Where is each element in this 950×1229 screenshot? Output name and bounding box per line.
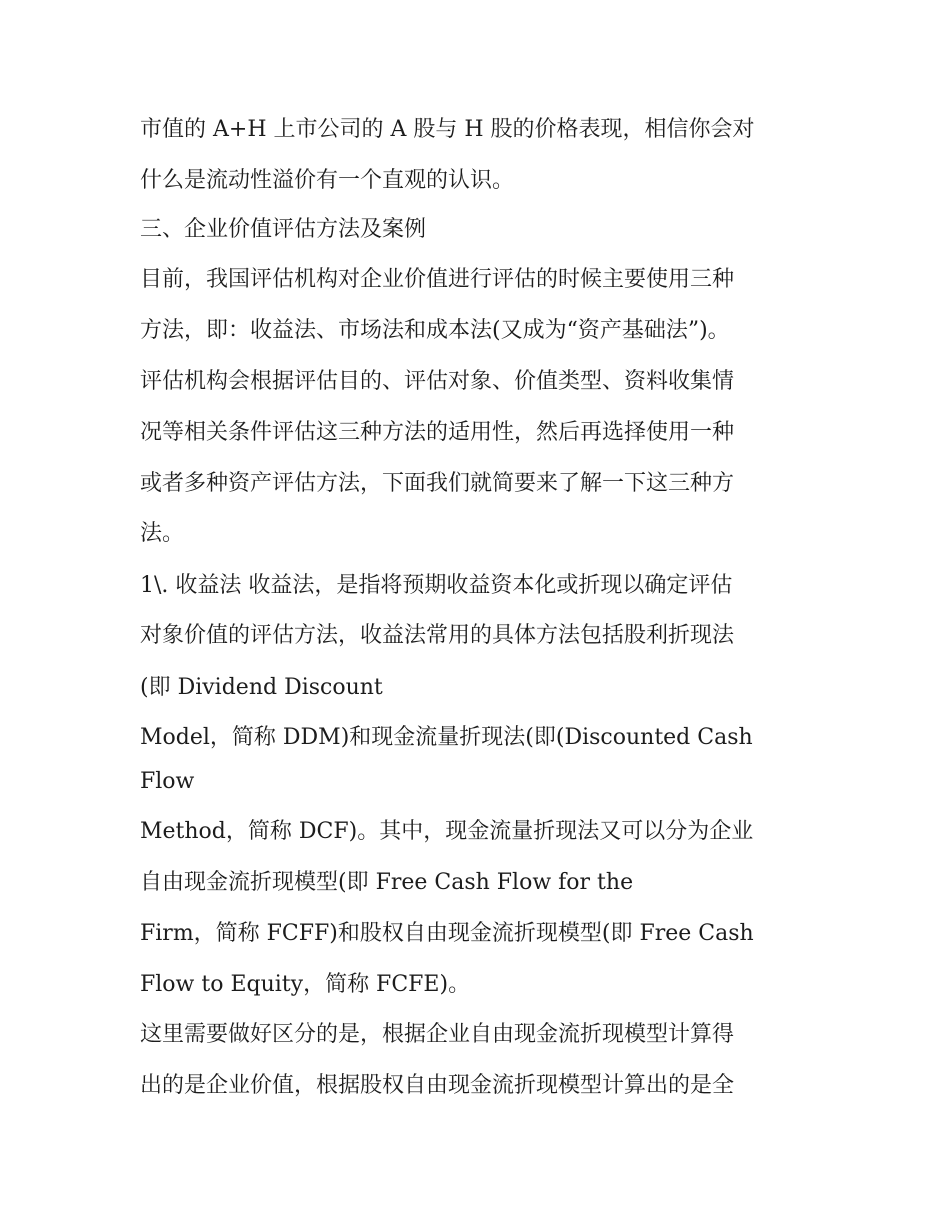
paragraph-line: 况等相关条件评估这三种方法的适用性，然后再选择使用一种 xyxy=(140,420,735,445)
paragraph-line: Model，简称 DDM)和现金流量折现法(即(Discounted Cash xyxy=(140,725,753,750)
paragraph-line: (即 Dividend Discount xyxy=(140,675,383,700)
paragraph-line: 这里需要做好区分的是，根据企业自由现金流折现模型计算得 xyxy=(140,1022,735,1047)
section-heading: 三、企业价值评估方法及案例 xyxy=(140,217,427,242)
paragraph-line: 什么是流动性溢价有一个直观的认识。 xyxy=(140,168,515,193)
paragraph-line: 对象价值的评估方法，收益法常用的具体方法包括股利折现法 xyxy=(140,623,735,648)
paragraph-line: 方法，即：收益法、市场法和成本法(又成为“资产基础法”)。 xyxy=(140,318,730,343)
paragraph-line: Flow xyxy=(140,769,195,794)
paragraph-line: Firm，简称 FCFF)和股权自由现金流折现模型(即 Free Cash xyxy=(140,921,754,946)
paragraph-line: 1\. 收益法 收益法，是指将预期收益资本化或折现以确定评估 xyxy=(140,573,733,598)
paragraph-line: 或者多种资产评估方法，下面我们就简要来了解一下这三种方 xyxy=(140,471,735,496)
paragraph-line: Method，简称 DCF)。其中，现金流量折现法又可以分为企业 xyxy=(140,819,754,844)
paragraph-line: 法。 xyxy=(140,521,185,546)
paragraph-line: 评估机构会根据评估目的、评估对象、价值类型、资料收集情 xyxy=(140,369,735,394)
paragraph-line: 自由现金流折现模型(即 Free Cash Flow for the xyxy=(140,870,634,895)
paragraph-line: Flow to Equity，简称 FCFE)。 xyxy=(140,972,471,997)
paragraph-line: 出的是企业价值，根据股权自由现金流折现模型计算出的是全 xyxy=(140,1073,735,1098)
paragraph-line: 市值的 A+H 上市公司的 A 股与 H 股的价格表现，相信你会对 xyxy=(140,117,755,142)
paragraph-line: 目前，我国评估机构对企业价值进行评估的时候主要使用三种 xyxy=(140,267,735,292)
